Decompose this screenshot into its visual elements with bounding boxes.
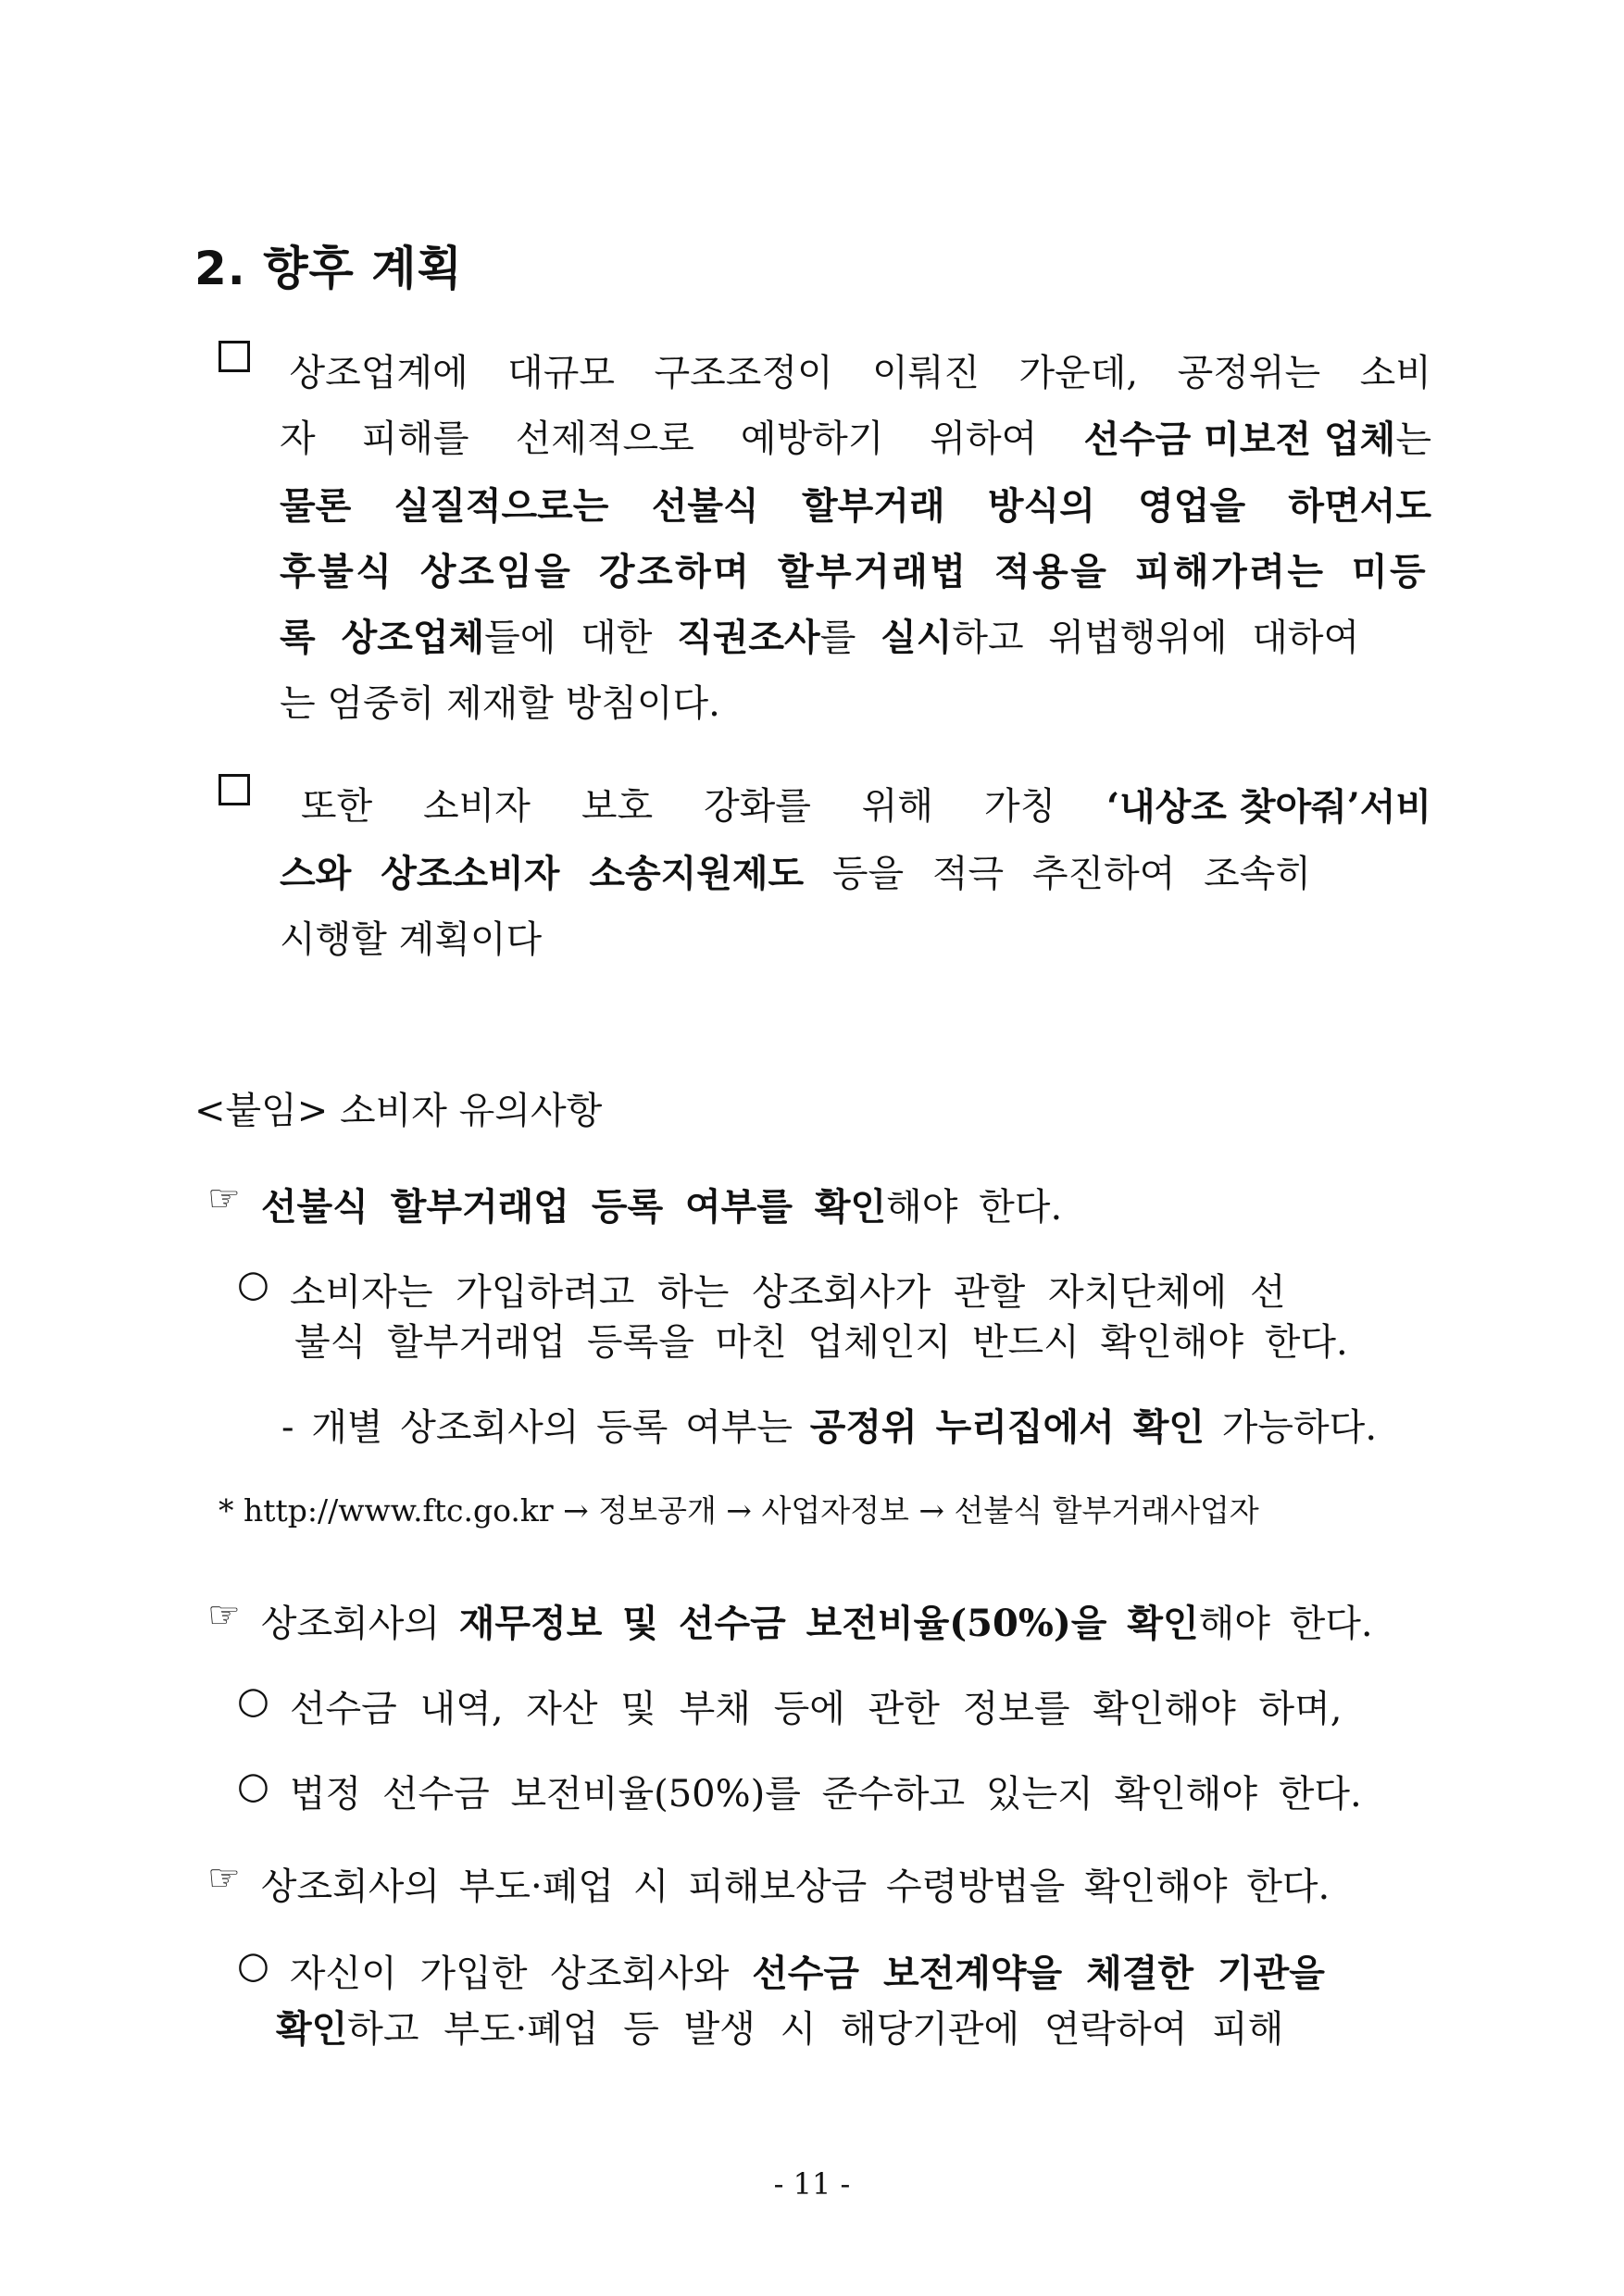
circle-bullet-icon: ○ — [237, 1263, 269, 1305]
circle-bullet-icon: ○ — [237, 1765, 269, 1807]
plan-item-1-line-3: 물론 실질적으로는 선불식 할부거래 방식의 영업을 하면서도 — [280, 484, 1431, 528]
plan-item-2-line-2: 스와 상조소비자 소송지원제도 등을 적극 추진하여 조속히 — [280, 852, 1312, 895]
pointing-hand-icon: ☞ — [207, 1178, 241, 1220]
pointing-hand-icon: ☞ — [207, 1594, 241, 1637]
tip-2-circle-line-2: ○ 법정 선수금 보전비율(50%)를 준수하고 있는지 확인해야 한다. — [237, 1765, 1362, 1816]
attachment-title: <붙임> 소비자 유의사항 — [194, 1090, 603, 1132]
tip-3-circle-line-1: ○ 자신이 가입한 상조회사와 선수금 보전계약을 체결한 기관을 — [237, 1944, 1325, 1995]
tip-3-heading: ☞ 상조회사의 부도·폐업 시 피해보상금 수령방법을 확인해야 한다. — [207, 1857, 1330, 1908]
circle-bullet-icon: ○ — [237, 1944, 269, 1987]
tip-1-circle-line-1: ○ 소비자는 가입하려고 하는 상조회사가 관할 자치단체에 선 — [237, 1263, 1286, 1314]
plan-item-1-line-5: 록 상조업체들에 대한 직권조사를 실시하고 위법행위에 대하여 — [280, 616, 1360, 659]
plan-item-1 — [219, 341, 1431, 737]
tip-1-heading: ☞ 선불식 할부거래업 등록 여부를 확인해야 한다. — [207, 1178, 1063, 1229]
tip-1-dash-line: - 개별 상조회사의 등록 여부는 공정위 누리집에서 확인 가능하다. — [281, 1405, 1378, 1449]
plan-item-1-line-2: 자 피해를 선제적으로 예방하기 위하여 선수금 미보전 업체는 — [280, 418, 1431, 461]
plan-item-1-line-4: 후불식 상조임을 강조하며 할부거래법 적용을 피해가려는 미등 — [280, 550, 1429, 593]
plan-item-2 — [219, 774, 1431, 973]
tip-2-heading: ☞ 상조회사의 재무정보 및 선수금 보전비율(50%)을 확인해야 한다. — [207, 1594, 1373, 1645]
circle-bullet-icon: ○ — [237, 1679, 269, 1722]
plan-item-2-line-3: 시행할 계획이다 — [280, 918, 543, 961]
tip-1-footnote: * http://www.ftc.go.kr → 정보공개 → 사업자정보 → 선불식 할부거래사업자 — [219, 1492, 1259, 1529]
tip-3-circle-line-2: 확인하고 부도·폐업 등 발생 시 해당기관에 연락하여 피해 — [276, 2007, 1284, 2051]
plan-item-2-line-1: 또한 소비자 보호 강화를 위해 가칭 ‘내상조 찾아줘’서비 — [219, 774, 1431, 841]
pointing-hand-icon: ☞ — [207, 1857, 241, 1900]
section-heading: 2. 향후 계획 — [194, 242, 463, 295]
service-name: ‘내상조 찾아줘’ — [1106, 785, 1360, 829]
emphasis-text: 선수금 미보전 업체 — [1083, 418, 1396, 461]
tip-2-circle-line-1: ○ 선수금 내역, 자산 및 부채 등에 관한 정보를 확인해야 하며, — [237, 1679, 1343, 1730]
checkbox-square-icon — [219, 341, 250, 372]
plan-item-1-line-6: 는 엄중히 제재할 방침이다. — [280, 682, 720, 725]
tip-1-circle-line-2: 불식 할부거래업 등록을 마친 업체인지 반드시 확인해야 한다. — [294, 1321, 1348, 1364]
checkbox-square-icon — [219, 774, 250, 805]
page-number: - 11 - — [773, 2166, 851, 2202]
plan-item-1-line-1: 상조업계에 대규모 구조조정이 이뤄진 가운데, 공정위는 소비 — [219, 341, 1431, 406]
